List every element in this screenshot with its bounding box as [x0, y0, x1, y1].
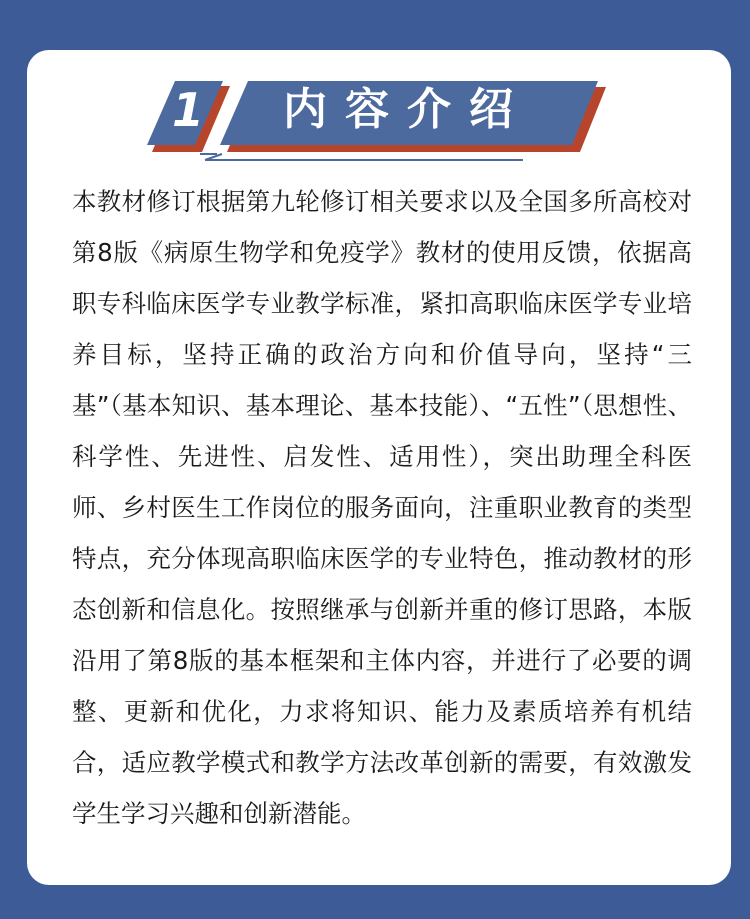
intro-paragraph: 本教材修订根据第九轮修订相关要求以及全国多所高校对第8版《病原生物学和免疫学》教材的使用反馈，依据高职专科临床医学专业教学标准，紧扣高职临床医学专业培养目标，坚持正确的政治方向和价值导向，坚持“三基”（基本知识、基本理论、基本技能）、“五性”（思想性、科学性、先进性、启发性、适用性），突出助理全科医师、乡村医生工作岗位的服务面向，注重职业教育的类型特点，充分体现高职临床医学的专业特色，推动教材的形态创新和信息化。按照继承与创新并重的修订思路，本版沿用了第8版的基本框架和主体内容，并进行了必要的调整、更新和优化，力求将知识、能力及素质培养有机结合，适应教学模式和教学方法改革创新的需要，有效激发学生学习兴趣和创新潜能。	[72, 187, 692, 828]
section-header	[0, 0, 750, 175]
section-title: 内容介绍	[283, 84, 531, 135]
section-number: 1	[171, 83, 204, 137]
